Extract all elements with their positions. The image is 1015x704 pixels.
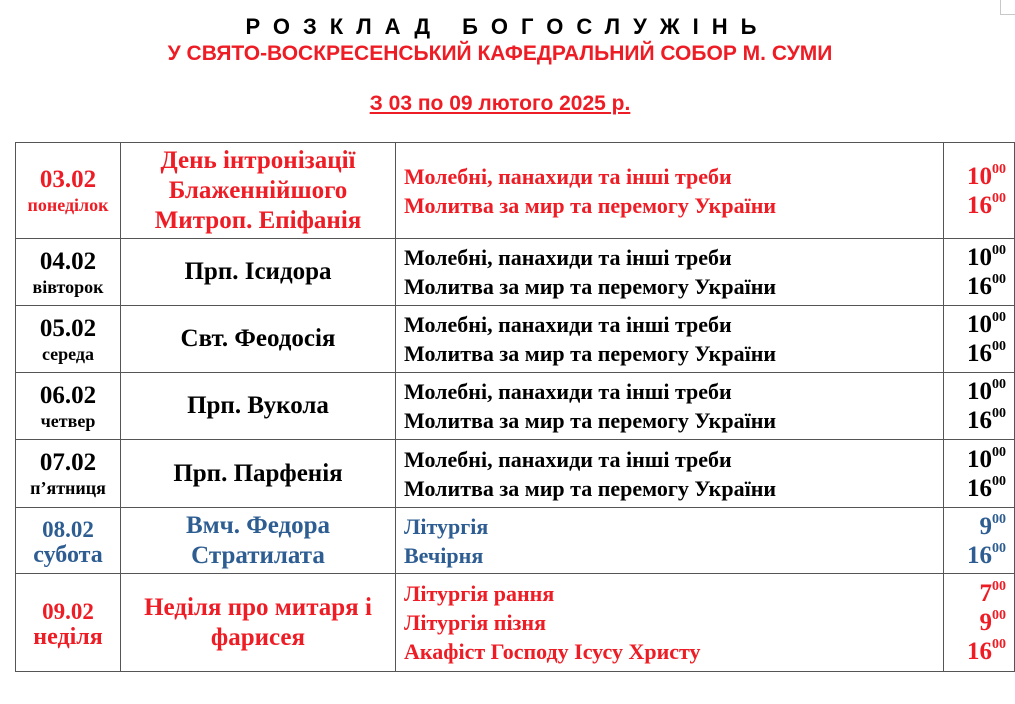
table-row [16, 306, 1015, 373]
service-time: $10^{00}$ [967, 444, 1006, 473]
table-row [16, 508, 1015, 574]
weekday: понеділок [27, 195, 109, 215]
service-item: Молебні, панахиди та інші треби [404, 245, 732, 270]
date: 05.02 [39, 314, 97, 342]
services-cell [396, 440, 944, 508]
services-cell [396, 143, 944, 239]
service-time: $16^{00}$ [967, 190, 1006, 219]
service-item: Молитва за мир та перемогу України [404, 475, 777, 501]
service-item: Вечірня [404, 542, 484, 568]
times-cell [944, 143, 1015, 239]
table-row [16, 239, 1015, 306]
service-time: $10^{00}$ [967, 243, 1006, 271]
weekday: середа [41, 343, 95, 364]
service-time: $10^{00}$ [967, 161, 1006, 190]
times-cell [944, 574, 1015, 672]
date-cell [16, 239, 121, 306]
feast-cell: День інтронізації Блаженнійшого Митроп. Епіфанія [121, 143, 396, 239]
page-corner-mark [1000, 0, 1015, 15]
service-item: Літургія рання [404, 581, 555, 606]
service-time: $16^{00}$ [967, 540, 1006, 569]
date-cell [16, 508, 121, 574]
services-cell [396, 574, 944, 672]
service-time: $10^{00}$ [967, 310, 1006, 338]
service-time: $16^{00}$ [967, 473, 1006, 502]
service-time: $16^{00}$ [967, 406, 1006, 434]
service-item: Молитва за мир та перемогу України [404, 408, 777, 433]
service-item: Молитва за мир та перемогу України [404, 192, 777, 218]
service-item: Молебні, панахиди та інші треби [404, 312, 732, 337]
table-row [16, 574, 1015, 672]
times-cell [944, 239, 1015, 306]
weekday: неділя [33, 624, 103, 650]
date: 09.02 [42, 599, 94, 624]
times-cell [944, 373, 1015, 440]
service-time: $16^{00}$ [967, 339, 1006, 367]
weekday: субота [33, 542, 103, 568]
weekday: четвер [40, 410, 96, 431]
services-cell [396, 373, 944, 440]
table-row [16, 373, 1015, 440]
service-time: $9^{00}$ [979, 511, 1006, 540]
service-item: Молебні, панахиди та інші треби [404, 379, 732, 404]
date-cell [16, 306, 121, 373]
date-range: З 03 по 09 лютого 2025 р. [369, 92, 631, 115]
service-time: $10^{00}$ [967, 377, 1006, 405]
feast-cell: Прп. Ісидора [121, 239, 396, 306]
date-cell [16, 574, 121, 672]
feast-cell: Прп. Парфенія [121, 440, 396, 508]
service-item: Молебні, панахиди та інші треби [404, 163, 732, 189]
service-item: Молебні, панахиди та інші треби [404, 446, 732, 472]
times-cell [944, 306, 1015, 373]
date: 08.02 [42, 517, 94, 542]
page-title: РОЗКЛАД БОГОСЛУЖІНЬ [245, 14, 770, 39]
date: 06.02 [39, 381, 97, 409]
date: 07.02 [39, 449, 97, 476]
services-cell [396, 508, 944, 574]
service-item: Молитва за мир та перемогу України [404, 274, 777, 299]
feast-cell: Неділя про митаря і фарисея [121, 574, 396, 672]
services-cell [396, 306, 944, 373]
times-cell [944, 440, 1015, 508]
feast-cell: Свт. Феодосія [121, 306, 396, 373]
times-cell [944, 508, 1015, 574]
table-row [16, 143, 1015, 239]
service-item: Літургія [404, 513, 489, 539]
service-time: $16^{00}$ [967, 272, 1006, 300]
date: 04.02 [39, 247, 97, 275]
weekday: вівторок [32, 276, 104, 297]
services-cell [396, 239, 944, 306]
service-item: Молитва за мир та перемогу України [404, 341, 777, 366]
date-cell [16, 373, 121, 440]
table-row [16, 440, 1015, 508]
date: 03.02 [39, 166, 97, 193]
feast-cell: Прп. Вукола [121, 373, 396, 440]
service-item: Акафіст Господу Ісусу Христу [404, 639, 701, 664]
service-item: Літургія пізня [404, 610, 546, 635]
date-cell [16, 143, 121, 239]
page-subtitle: У СВЯТО-ВОСКРЕСЕНСЬКИЙ КАФЕДРАЛЬНИЙ СОБОР М. СУМИ [167, 42, 833, 65]
feast-cell: Вмч. Федора Стратилата [121, 508, 396, 574]
service-time: $9^{00}$ [979, 608, 1006, 636]
schedule-table [15, 142, 1015, 672]
service-time: $16^{00}$ [967, 637, 1006, 665]
weekday: п’ятниця [30, 478, 106, 498]
date-cell [16, 440, 121, 508]
service-time: $7^{00}$ [979, 579, 1006, 607]
